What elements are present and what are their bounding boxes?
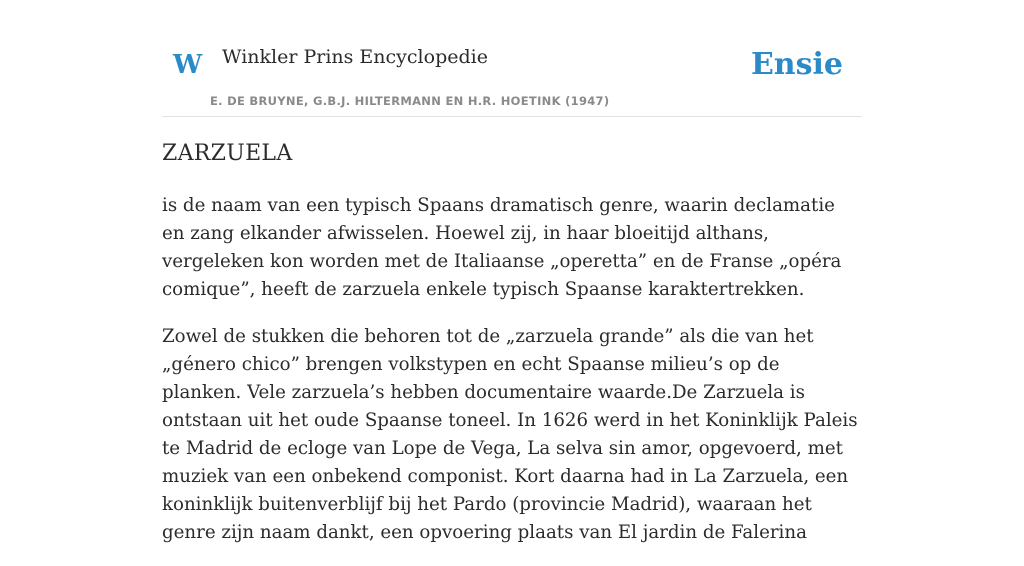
- entry-paragraph: Zowel de stukken die behoren tot de „zarzuela grande” als die van het „género chico” brengen volkstypen en echt Spaanse milieu’s op de planken. Vele zarzuela’s hebben documentaire waarde.De Zarzuela is ontstaan uit het oude Spaanse toneel. In 1626 werd in het Koninklijk Paleis te Madrid de ecloge van Lope de Vega, La selva sin amor, opgevoerd, met muziek van een onbekend componist. Kort daarna had in La Zarzuela, een koninklijk buitenverblijf bij het Pardo (provincie Madrid), waaraan het genre zijn naam dankt, een opvoering plaats van El jardin de Falerina: [162, 326, 858, 543]
- site-header: [162, 0, 862, 117]
- publication-title[interactable]: Winkler Prins Encyclopedie: [222, 46, 488, 68]
- entry-title: ZARZUELA: [162, 141, 293, 166]
- ensie-brand-link[interactable]: Ensie: [750, 47, 843, 82]
- entry-body: [162, 192, 862, 566]
- entry-paragraph: is de naam van een typisch Spaans dramatisch genre, waarin declamatie en zang elkander afwisselen. Hoewel zij, in haar bloeitijd althans, vergeleken kon worden met de Italiaanse „operetta” en de Franse „opéra comique”, heeft de zarzuela enkele typisch Spaanse karaktertrekken.: [162, 195, 842, 300]
- publication-logo-icon[interactable]: W: [173, 50, 203, 80]
- article-page: [162, 0, 862, 543]
- publication-authors: E. DE BRUYNE, G.B.J. HILTERMANN EN H.R. HOETINK (1947): [210, 94, 610, 108]
